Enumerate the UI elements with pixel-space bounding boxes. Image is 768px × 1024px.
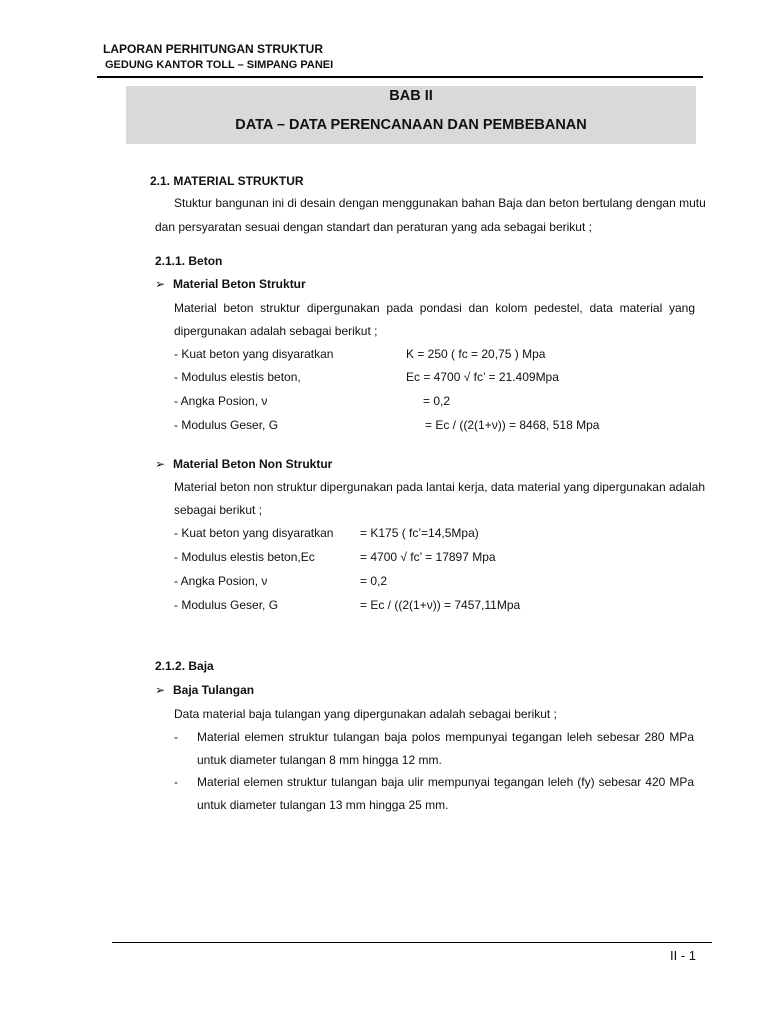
beton-non-struktur-row-value: = 4700 √ fc’ = 17897 Mpa [360, 550, 496, 564]
beton-struktur-row-value: = Ec / ((2(1+ν)) = 8468, 518 Mpa [425, 418, 600, 432]
arrow-bullet-icon: ➢ [155, 683, 166, 697]
subheading-beton-struktur: ➢ Material Beton Struktur [155, 277, 306, 291]
arrow-bullet-icon: ➢ [155, 277, 166, 291]
beton-struktur-row-label: - Angka Posion, ν [174, 394, 268, 408]
beton-non-struktur-row-value: = K175 ( fc’=14,5Mpa) [360, 526, 479, 540]
section-heading-2-1-2: 2.1.2. Baja [155, 659, 214, 673]
beton-non-struktur-row-value: = Ec / ((2(1+ν)) = 7457,11Mpa [360, 598, 521, 612]
header-divider [97, 76, 703, 78]
subheading-baja-tulangan: ➢ Baja Tulangan [155, 683, 255, 697]
beton-struktur-row-label: - Kuat beton yang disyaratkan [174, 347, 334, 361]
beton-struktur-row-value: K = 250 ( fc = 20,75 ) Mpa [406, 347, 546, 361]
list-item-line: Material elemen struktur tulangan baja ulir mempunyai tegangan leleh (fy) sebesar 420 MPa [197, 775, 694, 789]
beton-non-struktur-row-label: - Modulus elestis beton,Ec [174, 550, 315, 564]
subheading-beton-non-struktur: ➢ Material Beton Non Struktur [155, 457, 333, 471]
section-heading-2-1-1: 2.1.1. Beton [155, 254, 223, 268]
list-item-dash: - [174, 730, 178, 744]
report-title: LAPORAN PERHITUNGAN STRUKTUR [103, 42, 323, 56]
page-number: II - 1 [669, 948, 696, 963]
beton-non-struktur-row-label: - Kuat beton yang disyaratkan [174, 526, 334, 540]
beton-struktur-row-label: - Modulus Geser, G [174, 418, 279, 432]
beton-non-struktur-para-line2: sebagai berikut ; [174, 503, 263, 517]
section-2-1-para-line2: dan persyaratan sesuai dengan standart dan peraturan yang ada sebagai berikut ; [155, 220, 592, 234]
section-2-1-para-line1: Stuktur bangunan ini di desain dengan menggunakan bahan Baja dan beton bertulang dengan mutu [174, 196, 706, 210]
list-item-line: Material elemen struktur tulangan baja polos mempunyai tegangan leleh sebesar 280 MPa [197, 730, 694, 744]
beton-non-struktur-row-label: - Modulus Geser, G [174, 598, 279, 612]
beton-non-struktur-row-label: - Angka Posion, ν [174, 574, 268, 588]
section-heading-2-1: 2.1. MATERIAL STRUKTUR [150, 174, 304, 188]
beton-non-struktur-row-value: = 0,2 [360, 574, 388, 588]
footer-divider [112, 942, 712, 943]
beton-struktur-row-value: = 0,2 [423, 394, 451, 408]
list-item-dash: - [174, 775, 178, 789]
beton-struktur-para-line1: Material beton struktur dipergunakan pada pondasi dan kolom pedestel, data material yang [174, 301, 695, 315]
list-item-line: untuk diameter tulangan 8 mm hingga 12 mm. [197, 753, 442, 767]
chapter-label: BAB II [389, 88, 433, 104]
list-item-line: untuk diameter tulangan 13 mm hingga 25 mm. [197, 798, 449, 812]
arrow-bullet-icon: ➢ [155, 457, 166, 471]
beton-struktur-para-line2: dipergunakan adalah sebagai berikut ; [174, 324, 378, 338]
baja-tulangan-intro: Data material baja tulangan yang dipergunakan adalah sebagai berikut ; [174, 707, 557, 721]
beton-struktur-row-label: - Modulus elestis beton, [174, 370, 301, 384]
chapter-title: DATA – DATA PERENCANAAN DAN PEMBEBANAN [235, 117, 587, 133]
beton-non-struktur-para-line1: Material beton non struktur dipergunakan pada lantai kerja, data material yang dipergunakan adalah [174, 480, 706, 494]
beton-struktur-row-value: Ec = 4700 √ fc’ = 21.409Mpa [406, 370, 559, 384]
project-name: GEDUNG KANTOR TOLL – SIMPANG PANEI [105, 59, 334, 71]
